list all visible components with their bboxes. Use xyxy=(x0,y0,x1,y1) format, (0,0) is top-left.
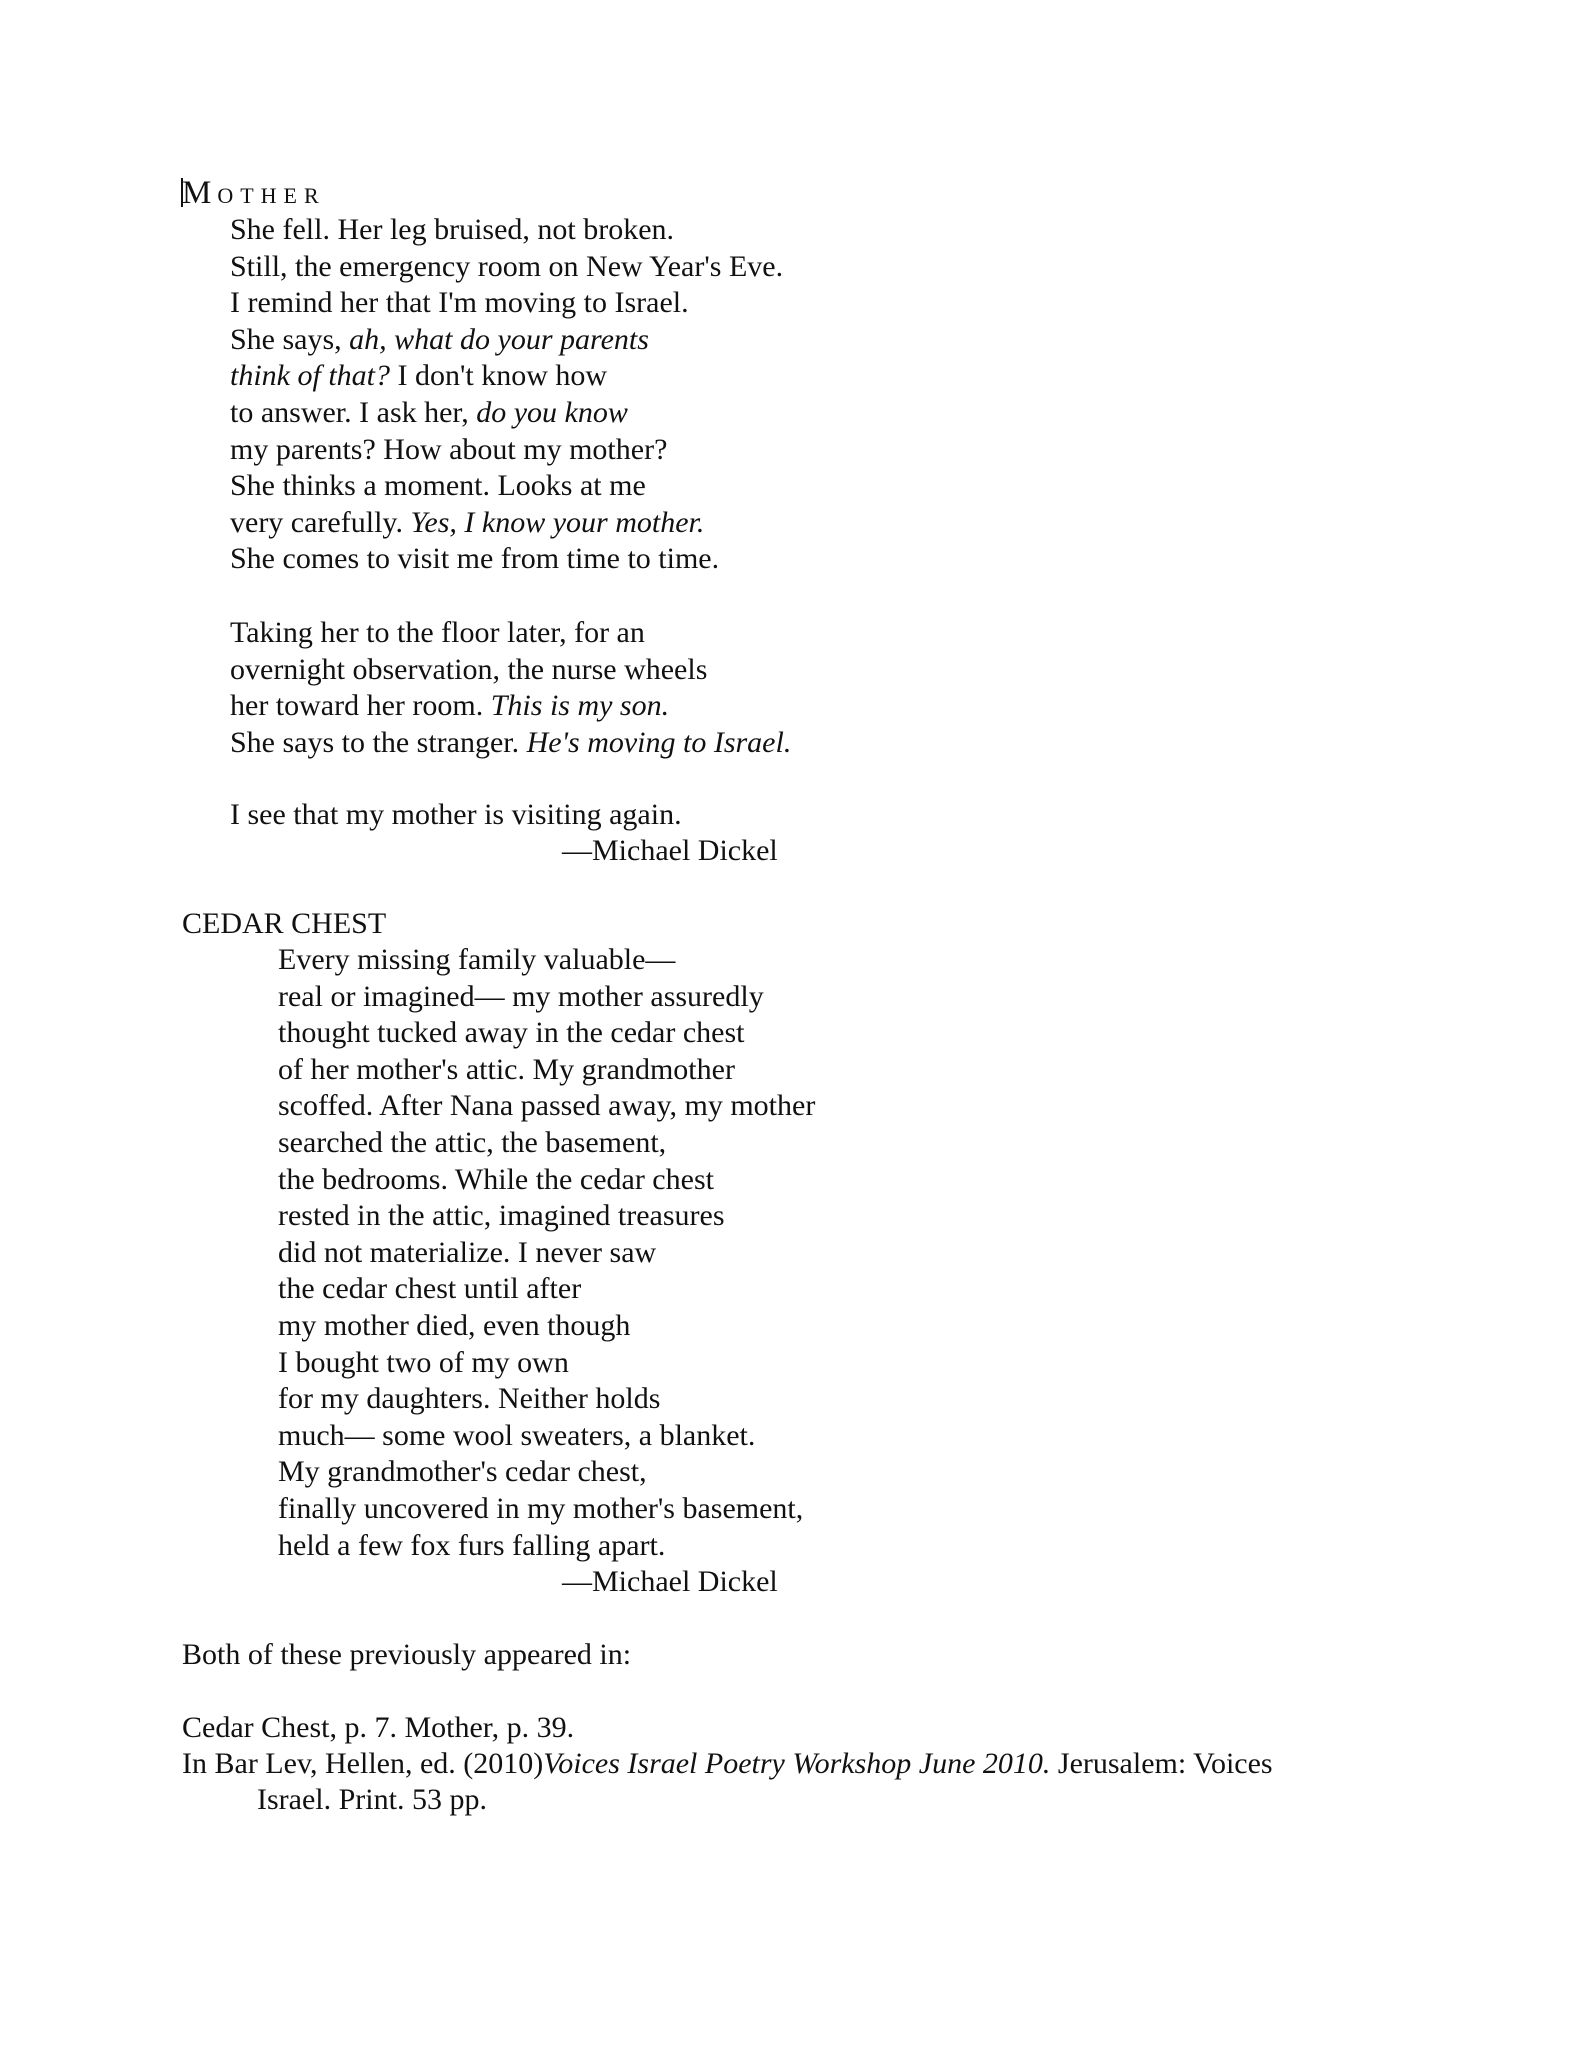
text-run: She thinks a moment. Looks at me xyxy=(230,469,646,503)
poem-line xyxy=(230,652,791,689)
text-run: I see that my mother is visiting again. xyxy=(230,798,682,831)
mother-signature: —Michael Dickel xyxy=(562,834,778,867)
text-run: I don't know how xyxy=(390,359,608,393)
italic-run: ah, what do your parents xyxy=(349,322,649,356)
poem-line: Every missing family valuable— xyxy=(278,943,676,976)
poem-line xyxy=(230,468,783,505)
citation-line-1 xyxy=(182,1746,1273,1783)
poem-line xyxy=(230,212,783,249)
title-initial: M xyxy=(182,175,218,211)
poem-line: held a few fox furs falling apart. xyxy=(278,1528,666,1562)
poem-title-cedar-chest: CEDAR CHEST xyxy=(182,907,387,940)
poem-line: finally uncovered in my mother's basement, xyxy=(278,1491,804,1525)
mother-stanza-3 xyxy=(230,797,682,834)
poem-line xyxy=(230,285,783,322)
text-run: She says to the stranger. xyxy=(230,725,527,759)
citation-suffix: Jerusalem: Voices xyxy=(1050,1747,1273,1780)
poem-line: thought tucked away in the cedar chest xyxy=(278,1016,745,1050)
cedar-chest-body xyxy=(278,942,815,1564)
text-run: I remind her that I'm moving to Israel. xyxy=(230,286,689,320)
text-run: to answer. I ask her, xyxy=(230,395,477,429)
text-run: my parents? How about my mother? xyxy=(230,432,668,466)
notes-intro: Both of these previously appeared in: xyxy=(182,1638,632,1671)
poem-line xyxy=(230,541,783,578)
poem-line xyxy=(230,395,783,432)
citation-line-2: Israel. Print. 53 pp. xyxy=(257,1783,487,1816)
poem-line xyxy=(230,615,791,652)
poem-line: of her mother's attic. My grandmother xyxy=(278,1052,735,1086)
italic-run: He's moving to Israel. xyxy=(526,725,792,759)
poem-line xyxy=(230,725,791,762)
poem-title-mother xyxy=(182,176,326,213)
poem-line xyxy=(230,249,783,286)
poem-line: rested in the attic, imagined treasures xyxy=(278,1199,725,1233)
italic-run: Yes, I know your mother. xyxy=(410,505,705,539)
poem-line: I bought two of my own xyxy=(278,1345,569,1379)
text-run: She fell. Her leg bruised, not broken. xyxy=(230,213,675,246)
poem-line xyxy=(230,432,783,469)
notes-pages: Cedar Chest, p. 7. Mother, p. 39. xyxy=(182,1711,575,1744)
poem-line xyxy=(230,797,682,834)
text-run: Taking her to the floor later, for an xyxy=(230,616,645,649)
text-run: very carefully. xyxy=(230,505,411,539)
poem-line xyxy=(230,358,783,395)
citation-title: Voices Israel Poetry Workshop June 2010. xyxy=(543,1747,1051,1780)
poem-line: searched the attic, the basement, xyxy=(278,1125,667,1159)
poem-line: real or imagined— my mother assuredly xyxy=(278,979,764,1013)
poem-line xyxy=(230,505,783,542)
italic-run: think of that? xyxy=(230,359,390,393)
text-run: overnight observation, the nurse wheels xyxy=(230,652,708,686)
italic-run: do you know xyxy=(476,395,628,429)
poem-line: My grandmother's cedar chest, xyxy=(278,1455,647,1489)
mother-stanza-1 xyxy=(230,212,783,578)
poem-line: my mother died, even though xyxy=(278,1308,631,1342)
poem-line: scoffed. After Nana passed away, my mother xyxy=(278,1089,816,1123)
italic-run: This is my son. xyxy=(490,689,670,723)
poem-line: the bedrooms. While the cedar chest xyxy=(278,1162,714,1196)
poem-line xyxy=(230,322,783,359)
text-run: Still, the emergency room on New Year's Eve. xyxy=(230,249,784,283)
text-run: her toward her room. xyxy=(230,689,491,723)
poem-line: the cedar chest until after xyxy=(278,1272,582,1306)
poem-line: much— some wool sweaters, a blanket. xyxy=(278,1418,756,1452)
text-run: She comes to visit me from time to time. xyxy=(230,542,720,576)
text-run: She says, xyxy=(230,322,350,356)
poem-line xyxy=(230,688,791,725)
poem-line: for my daughters. Neither holds xyxy=(278,1382,661,1416)
title-rest: OTHER xyxy=(217,183,326,208)
mother-stanza-2 xyxy=(230,615,791,761)
citation-prefix: In Bar Lev, Hellen, ed. (2010) xyxy=(182,1747,544,1780)
poem-line: did not materialize. I never saw xyxy=(278,1235,657,1269)
cedar-chest-signature: —Michael Dickel xyxy=(562,1565,778,1598)
